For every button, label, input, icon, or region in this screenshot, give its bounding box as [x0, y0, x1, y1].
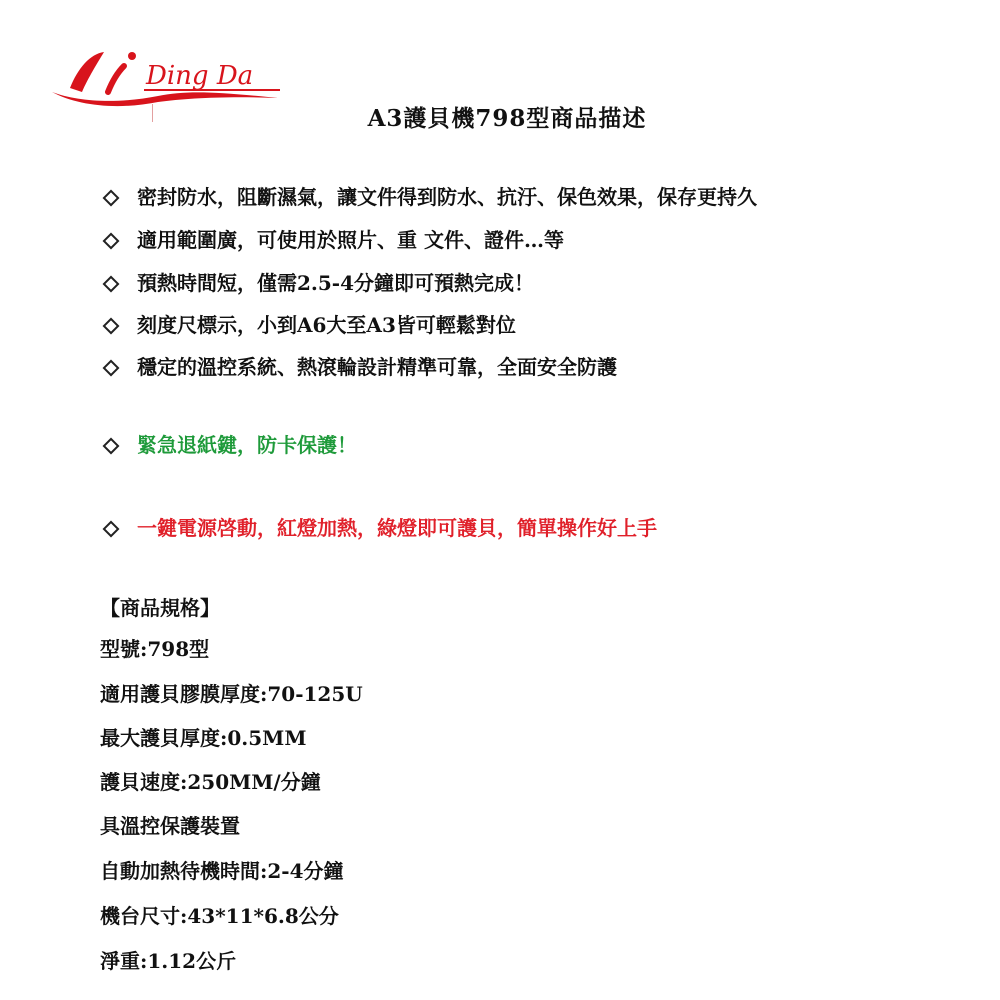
- feature-item: [100, 310, 516, 340]
- spec-line: 淨重:1.12公斤: [100, 949, 237, 973]
- spec-heading: 【商品規格】: [100, 596, 220, 620]
- feature-text: 穩定的溫控系統、熱滾輪設計精準可靠，全面安全防護: [137, 355, 617, 379]
- feature-item: [100, 182, 757, 212]
- spec-line: 型號:798型: [100, 637, 210, 661]
- feature-text: 適用範圍廣，可使用於照片、重 文件、證件…等: [137, 228, 564, 252]
- feature-item: [100, 352, 617, 382]
- diamond-bullet-icon: [103, 275, 120, 292]
- spec-line: 最大護貝厚度:0.5MM: [100, 726, 307, 750]
- spec-line: 具溫控保護裝置: [100, 814, 240, 838]
- feature-text: 刻度尺標示，小到A6大至A3皆可輕鬆對位: [137, 313, 516, 337]
- feature-item: [100, 225, 564, 255]
- feature-item-emergency: [100, 430, 357, 460]
- feature-item-power: [100, 513, 657, 543]
- svg-text:Ding Da: Ding Da: [146, 61, 254, 91]
- diamond-bullet-icon: [103, 317, 120, 334]
- feature-item: [100, 268, 534, 298]
- spec-line: 自動加熱待機時間:2-4分鐘: [100, 859, 344, 883]
- spec-line: 適用護貝膠膜厚度:70-125U: [100, 682, 363, 706]
- highlight-red-text: 一鍵電源啓動，紅燈加熱，綠燈即可護貝，簡單操作好上手: [137, 516, 657, 540]
- page-title: A3護貝機798型商品描述: [367, 105, 647, 132]
- diamond-bullet-icon: [103, 189, 120, 206]
- diamond-bullet-icon: [103, 359, 120, 376]
- feature-text: 密封防水，阻斷濕氣，讓文件得到防水、抗汙、保色效果，保存更持久: [137, 185, 757, 209]
- diamond-bullet-icon: [103, 437, 120, 454]
- spec-line: 護貝速度:250MM/分鐘: [100, 770, 321, 794]
- diamond-bullet-icon: [103, 232, 120, 249]
- highlight-green-text: 緊急退紙鍵，防卡保護！: [137, 433, 357, 457]
- spec-line: 機台尺寸:43*11*6.8公分: [100, 904, 339, 928]
- feature-text: 預熱時間短，僅需2.5-4分鐘即可預熱完成！: [137, 271, 535, 295]
- diamond-bullet-icon: [103, 520, 120, 537]
